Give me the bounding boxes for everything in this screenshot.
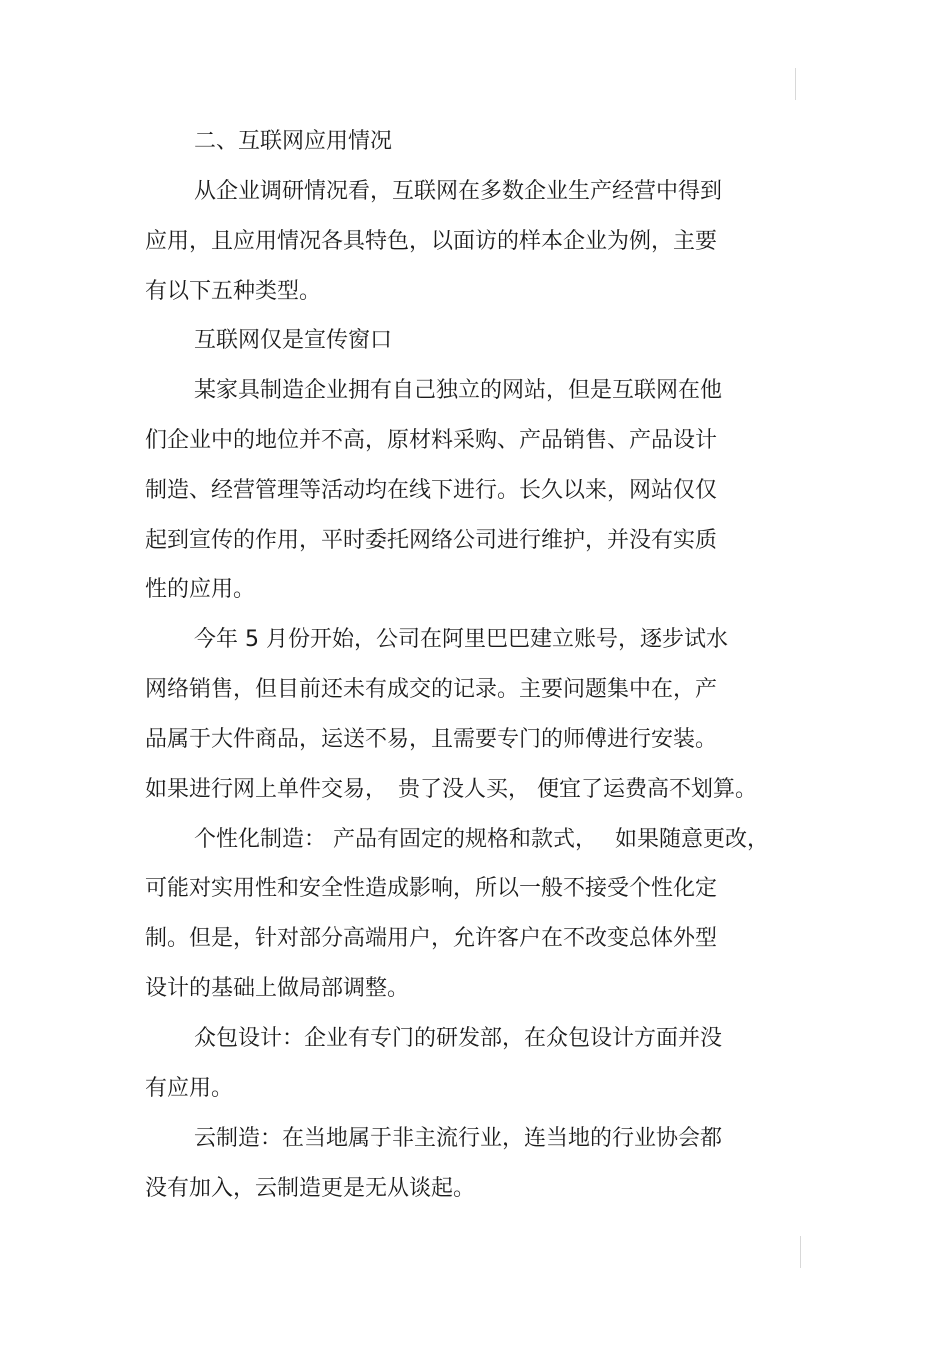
paragraph-line: 如果进行网上单件交易， 贵了没人买， 便宜了运费高不划算。 (145, 777, 757, 802)
paragraph-line: 云制造：在当地属于非主流行业，连当地的行业协会都 (194, 1126, 723, 1151)
paragraph-line: 众包设计：企业有专门的研发部，在众包设计方面并没 (194, 1026, 723, 1051)
paragraph-line: 个性化制造： 产品有固定的规格和款式， 如果随意更改， (194, 827, 769, 852)
paragraph-line: 没有加入，云制造更是无从谈起。 (145, 1176, 476, 1201)
subsection-heading: 互联网仅是宣传窗口 (194, 328, 393, 353)
paragraph-line: 性的应用。 (145, 577, 256, 602)
page-edge-mark-bottom (800, 1236, 801, 1268)
paragraph-line: 们企业中的地位并不高，原材料采购、产品销售、产品设计 (145, 428, 718, 453)
paragraph-line: 应用，且应用情况各具特色，以面访的样本企业为例，主要 (145, 229, 718, 254)
paragraph-line: 今年 5 月份开始，公司在阿里巴巴建立账号，逐步试水 (194, 627, 728, 652)
paragraph-line: 品属于大件商品，运送不易，且需要专门的师傅进行安装。 (145, 727, 718, 752)
paragraph-line: 有应用。 (145, 1076, 234, 1101)
paragraph-line: 制。但是，针对部分高端用户，允许客户在不改变总体外型 (145, 926, 718, 951)
paragraph-line: 可能对实用性和安全性造成影响，所以一般不接受个性化定 (145, 876, 718, 901)
paragraph-line: 从企业调研情况看，互联网在多数企业生产经营中得到 (194, 179, 723, 204)
page-edge-mark-top (795, 68, 796, 100)
section-heading: 二、互联网应用情况 (194, 129, 393, 154)
paragraph-line: 有以下五种类型。 (145, 279, 322, 304)
paragraph-line: 起到宣传的作用，平时委托网络公司进行维护，并没有实质 (145, 528, 718, 553)
paragraph-line: 制造、经营管理等活动均在线下进行。长久以来，网站仅仅 (145, 478, 718, 503)
paragraph-line: 某家具制造企业拥有自己独立的网站，但是互联网在他 (194, 378, 723, 403)
paragraph-line: 网络销售，但目前还未有成交的记录。主要问题集中在，产 (145, 677, 718, 702)
paragraph-line: 设计的基础上做局部调整。 (145, 976, 410, 1001)
